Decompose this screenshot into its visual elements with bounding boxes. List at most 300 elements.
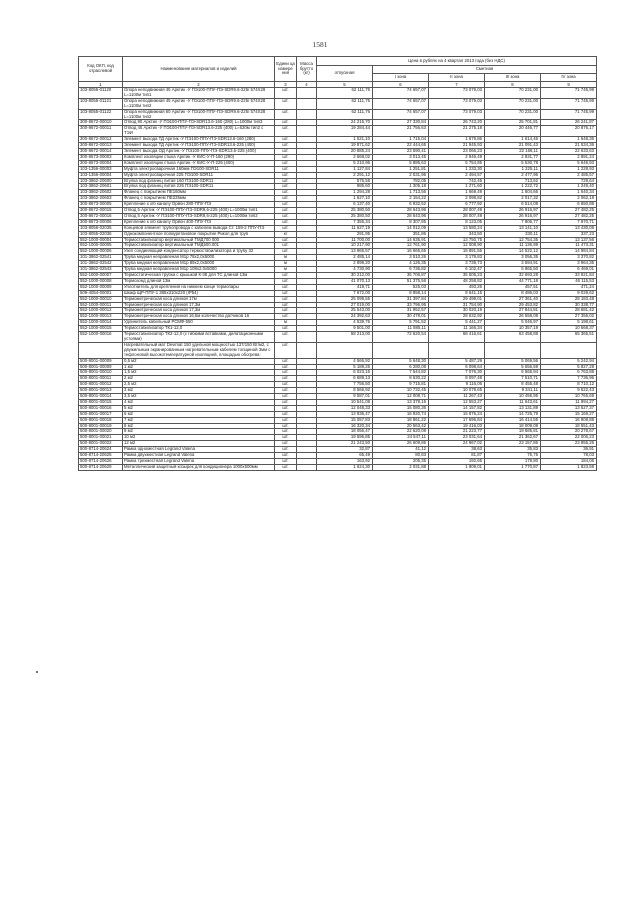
price-zone3: 26 558,08 [485,314,541,320]
col-price-header: Цена в рублях на 4 квартал 2013 года (без НДС) [317,57,597,66]
item-name: Труба медная неправленая М1р 78х2,0х5000 [123,255,275,261]
price-zone1: 6 736,82 [373,267,429,273]
item-name: Термометрическая коса длиной 16,5м количество датчиков 16 [123,314,275,320]
item-name: Термометрическая коса длиной 17,3м [123,302,275,308]
price-release: 985,60 [317,184,373,190]
item-name: Фланец с покрытием ПЕ225мм [123,196,275,202]
price-zone4: 28 681,42 [541,308,597,314]
price-release: 8 566,92 [317,388,373,394]
item-code: 500-8001-00013 [79,388,123,394]
item-name: Крепление к х/б каналу Орйон 400-ППУ-ПЭ [123,219,275,225]
price-zone3: 457,51 [485,284,541,290]
price-zone3: 19 685,81 [485,429,541,435]
price-zone1: 30 478,01 [373,314,429,320]
price-zone2: 1 679,86 [429,137,485,143]
price-zone1: 28 643,96 [373,213,429,219]
price-zone1: 351,86 [373,231,429,237]
item-unit: шт. [275,154,297,160]
price-zone2: 2 946,49 [429,154,485,160]
item-name: Узел соединяющий конденсатор термостабилизатора и трубу 32 [123,249,275,255]
price-zone1: 1 251,81 [373,166,429,172]
price-zone4: 1 823,58 [541,464,597,470]
price-zone4: 27 482,25 [541,213,597,219]
price-zone3: 10 357,19 [485,326,541,332]
price-zone2: 1 909,01 [429,464,485,470]
price-release: 30 212,00 [317,273,373,279]
price-release: 20 885,24 [317,148,373,154]
index-cell: 3 [275,82,297,88]
price-release: 32,87 [317,447,373,453]
price-zone4: 2 062,18 [541,196,597,202]
price-zone2: 15 891,55 [429,249,485,255]
item-name: 7 м2 [123,417,275,423]
price-zone4: 3 964,35 [541,261,597,267]
item-name: Опора неподвижная 45 Арктик -У ПЭ100-ППУ-ПЭ-SDR9.6-225/ 574Х28 L=1100м тип1 [123,88,275,99]
item-unit: шт. [275,196,297,202]
price-zone2: 192,65 [429,459,485,465]
price-release: 25 380,50 [317,208,373,214]
price-zone3: 1 222,72 [485,184,541,190]
price-zone1: 74 657,07 [373,98,429,109]
price-release: 24 215,70 [317,120,373,126]
price-release: 291,95 [317,231,373,237]
price-zone3: 70 231,00 [485,109,541,120]
price-release: 10 217,90 [317,243,373,249]
price-release: 58 213,00 [317,332,373,343]
price-zone3: 29 453,82 [485,302,541,308]
price-zone2: 23 031,64 [429,435,485,441]
index-cell: 9 [541,82,597,88]
price-zone4: 23 855,26 [541,441,597,447]
item-unit: шт. [275,382,297,388]
price-release: 27 019,00 [317,302,373,308]
price-zone3: 70 231,00 [485,88,541,99]
item-name: Комплект изоляции стыка Арктик -У КИС-У-П-160 (280) [123,154,275,160]
item-unit: шт. [275,148,297,154]
price-zone4: 3 370,82 [541,255,597,261]
scan-speck [36,671,38,673]
item-unit: шт. [275,109,297,120]
item-unit: шт. [275,190,297,196]
price-zone1 [373,342,429,358]
item-code: 500-8001-00012 [79,382,123,388]
item-unit: шт. [275,314,297,320]
col-code-header: Код ОКП, код отраслевой [79,57,123,82]
item-name: Термостабилизатор ТК2-12,0 (с гибкими вставками, дилатационными устоями) [123,332,275,343]
price-zone4: 6 650,88 [541,202,597,208]
item-code: 500-8714-20629 [79,464,123,470]
price-zone4: 26 241,87 [541,120,597,126]
item-name: Термозонд длиной 13м [123,278,275,284]
item-unit: шт. [275,126,297,137]
price-release: 24 392,63 [317,314,373,320]
price-zone2: 73 079,03 [429,109,485,120]
price-zone4: 729,64 [541,178,597,184]
price-zone1: 4 126,35 [373,261,429,267]
page-number: 1581 [312,40,328,49]
item-code: 552-1000-00015 [79,326,123,332]
zone4-header: IV зона [541,74,597,82]
price-zone4: 20 278,67 [541,429,597,435]
price-zone1: 27 330,84 [373,120,429,126]
item-code: 103-8056-02035 [79,225,123,231]
item-code: 500-8714-20626 [79,459,123,465]
item-unit: шт. [275,388,297,394]
price-zone4: 337,23 [541,231,597,237]
price-zone4: 2 485,57 [541,172,597,178]
price-zone4: 11 473,31 [541,243,597,249]
item-name: 9 м2 [123,429,275,435]
item-name: 2 м2 [123,376,275,382]
price-zone1: 14 012,09 [373,225,429,231]
table-row [79,109,597,120]
zone1-header: I зона [373,74,429,82]
price-release: 62 111,76 [317,88,373,99]
price-release: 1 627,10 [317,196,373,202]
price-zone3: 5 865,50 [485,267,541,273]
price-zone4: 27 482,25 [541,208,597,214]
price-zone3: 25 701,81 [485,120,541,126]
price-release: 62 111,76 [317,98,373,109]
item-unit: шт. [275,364,297,370]
price-zone1: 28 643,96 [373,208,429,214]
table-row [79,464,597,470]
item-code: 500-8001-00021 [79,435,123,441]
price-release: 7 355,34 [317,219,373,225]
price-zone3: 10 456,95 [485,394,541,400]
item-name: Шкаф ЩР-ППУ-1 385х310х220 (IP54) [123,290,275,296]
item-name: Концевой элемент трубопровода с кабелем вывода Ст. 159-2 ППУ-ПЭ [123,225,275,231]
col-mass-header: Масса брутто (кг) [297,57,317,82]
item-name: Комплект изоляции стыка Арктик -У КИС-У-П-225 (400) [123,160,275,166]
price-zone2: 14 157,82 [429,405,485,411]
price-zone4: 10 765,69 [541,394,597,400]
price-zone2: 6 098,64 [429,364,485,370]
price-zone1: 14 635,91 [373,237,429,243]
item-name: Труба медная неправленая М1р 89х2,0х5000 [123,261,275,267]
price-zone1: 18 861,22 [373,417,429,423]
price-release: 7 756,50 [317,382,373,388]
item-unit: м [275,261,297,267]
item-unit: шт. [275,453,297,459]
item-name: Муфта электросварочная 225 ПЭ100-SDR11 [123,172,275,178]
item-code: 300-8672-00013 [79,143,123,149]
item-code: 552-1000-00012 [79,308,123,314]
item-unit: шт. [275,459,297,465]
item-code: 300-8673-00004 [79,160,123,166]
price-release: 19 871,62 [317,143,373,149]
item-code: 300-8673-00005 [79,202,123,208]
item-code: 103-1356-00004 [79,172,123,178]
item-unit: шт. [275,243,297,249]
item-name: Элемент выхода ТД Арктик -У ПЭ100-ППУ-ПЭ-SDR13.6-225 (400) [123,143,275,149]
price-zone1: 12 761,90 [373,243,429,249]
item-code: 500-8001-00017 [79,411,123,417]
item-code: 300-8672-00015 [79,208,123,214]
price-zone1: 8 630,22 [373,376,429,382]
index-cell: 7 [429,82,485,88]
item-name: Термостабилизатор вертикальный ТМД700 000 [123,237,275,243]
price-release: 16 320,34 [317,423,373,429]
item-unit: шт. [275,219,297,225]
item-name: Металлический защитный козырек для кондиционера 1000х500мм [123,464,275,470]
price-zone1: 31 397,84 [373,296,429,302]
price-zone2 [429,342,485,358]
price-zone3: 2 477,96 [485,172,541,178]
item-unit: шт. [275,178,297,184]
price-zone3: 7 806,77 [485,219,541,225]
price-zone4: 13 430,08 [541,225,597,231]
item-code: 300-8672-00014 [79,148,123,154]
col-estimate-header: Сметная [373,66,597,74]
price-zone3: 178,80 [485,459,541,465]
price-zone4: 9 622,43 [541,388,597,394]
price-zone1: 10 732,45 [373,388,429,394]
price-zone1: 2 531,96 [373,172,429,178]
item-unit: шт. [275,278,297,284]
price-zone2: 13 750,75 [429,237,485,243]
price-zone1: 8 307,85 [373,219,429,225]
item-unit: шт. [275,202,297,208]
item-mass [297,464,317,470]
price-zone3: 5 046,97 [485,320,541,326]
item-mass [297,126,317,137]
price-zone4 [541,342,597,358]
price-release: 25 099,55 [317,296,373,302]
item-code: 500-8001-00019 [79,423,123,429]
price-release: 62 111,76 [317,109,373,120]
price-zone3: 21 362,67 [485,435,541,441]
price-release: 19 284,44 [317,126,373,137]
price-zone3: 27 844,81 [485,308,541,314]
item-name: Термометрическая коса длиной 17,3м [123,308,275,314]
price-release: 25 543,00 [317,308,373,314]
price-zone4: 14 984,84 [541,249,597,255]
item-unit: шт. [275,213,297,219]
item-name: 3 м2 [123,388,275,394]
item-name: 5 м2 [123,405,275,411]
item-unit: шт. [275,342,297,358]
item-name: Уплотнитель для крепления на нижнем конце термопары [123,284,275,290]
price-zone1: 24 547,11 [373,435,429,441]
price-zone3: 14 725,79 [485,411,541,417]
item-unit: кг [275,231,297,237]
price-zone2: 10 079,65 [429,388,485,394]
item-name: Отвод 5 Арктик -У ПЭ100-ППУ-ПЭ-SDR9,6-225 (400) L=1000м тип2 [123,213,275,219]
item-name: Фланец с покрытием ПЕ160мм [123,190,275,196]
price-zone4: 28 183,48 [541,296,597,302]
price-zone4: 71 745,99 [541,98,597,109]
price-zone2: 11 267,43 [429,394,485,400]
price-release: 163,92 [317,459,373,465]
price-release: 2 291,12 [317,172,373,178]
price-zone3: 13 141,10 [485,225,541,231]
index-cell: 2 [123,82,275,88]
item-unit: шт. [275,225,297,231]
price-zone2: 28 007,49 [429,213,485,219]
item-code: 552-1000-00004 [79,237,123,243]
item-name: 6 м2 [123,411,275,417]
item-unit: шт. [275,447,297,453]
item-unit: шт. [275,302,297,308]
price-release: 18 056,47 [317,429,373,435]
item-unit: шт. [275,411,297,417]
price-zone2: 35 505,23 [429,273,485,279]
col-name-header: Наименование материалов и изделий [123,57,275,82]
price-zone3: 16 414,55 [485,417,541,423]
price-zone2: 9 116,06 [429,382,485,388]
item-code: 552-1000-00008 [79,278,123,284]
index-cell: 8 [485,82,541,88]
price-zone3: 63 458,88 [485,332,541,343]
price-zone3: 6 514,08 [485,202,541,208]
price-zone3: 21 091,43 [485,143,541,149]
price-zone4: 10 668,37 [541,326,597,332]
price-zone4: 16 908,88 [541,417,597,423]
item-name: Термостатическая трубка с крышкой К-38 для ТС длиной 13м [123,273,275,279]
price-zone4: 13 137,56 [541,237,597,243]
price-zone4: 1 640,34 [541,190,597,196]
price-zone2: 24 967,02 [429,441,485,447]
item-code: 101-3862-02543 [79,267,123,273]
price-zone3: 75,75 [485,453,541,459]
item-name: Термометрическая коса длиной 17м [123,296,275,302]
price-zone3: 13 131,89 [485,405,541,411]
item-code: 300-8673-00006 [79,219,123,225]
price-zone3: 11 136,99 [485,243,541,249]
item-code: 552-1000-00013 [79,314,123,320]
price-zone3: 23 157,86 [485,441,541,447]
item-code: 500-8001-00010 [79,370,123,376]
item-name: Труба медная неправленая М1р 108х2,0х5000 [123,267,275,273]
zone2-header: II зона [429,74,485,82]
item-code: 500-8001-00009 [79,364,123,370]
price-release: 10 541,08 [317,399,373,405]
price-release: 575,58 [317,178,373,184]
price-zone1: 15 080,36 [373,405,429,411]
price-zone1: 3 013,45 [373,154,429,160]
price-zone2: 28 007,49 [429,208,485,214]
price-zone2: 3 179,83 [429,255,485,261]
price-zone3: 7 510,71 [485,376,541,382]
price-zone3: 713,62 [485,178,541,184]
item-name: Втулка под фланец литая 160 ПЭ100-SDR11 [123,178,275,184]
price-zone2: 1 669,49 [429,190,485,196]
item-unit: шт. [275,284,297,290]
price-zone4: 5 827,28 [541,364,597,370]
price-zone2: 15 876,24 [429,411,485,417]
item-unit: шт. [275,394,297,400]
price-zone3: 6 565,94 [485,370,541,376]
item-name: Рамка двухместная Legrand Valena [123,453,275,459]
price-zone1: 74 657,07 [373,88,429,99]
price-zone4: 1 249,40 [541,184,597,190]
item-unit: шт. [275,370,297,376]
price-zone4: 27 356,02 [541,314,597,320]
item-unit: шт. [275,332,297,343]
item-name: Рамка одноместная Legrand Valena [123,447,275,453]
price-zone2: 343,50 [429,231,485,237]
item-unit: шт. [275,441,297,447]
price-release: 2 899,20 [317,261,373,267]
item-code: 103-3862-20603 [79,196,123,202]
item-code: 552-1000-00006 [79,249,123,255]
price-release: 1 521,10 [317,137,373,143]
item-code: 552-1000-00014 [79,320,123,326]
price-release: 65,49 [317,453,373,459]
price-zone1: 525,03 [373,284,429,290]
price-zone2: 73 079,03 [429,98,485,109]
table-row [79,126,597,137]
price-zone3: 32 693,28 [485,273,541,279]
table-body [79,82,597,471]
item-code [79,342,123,358]
item-unit: шт. [275,184,297,190]
price-zone3: 20 446,77 [485,126,541,137]
item-name: Крепление к х/б каналу Орйон 280-ППУ-ПЭ [123,202,275,208]
price-release: 9 501,00 [317,326,373,332]
item-unit: шт. [275,405,297,411]
item-name: Рамка трехместная Legrand Valena [123,459,275,465]
price-zone4: 2 891,24 [541,154,597,160]
price-zone4: 6 763,88 [541,370,597,376]
price-zone1: 74 657,07 [373,109,429,120]
price-release: 419,71 [317,284,373,290]
price-zone4: 7 970,71 [541,219,597,225]
item-unit: шт. [275,417,297,423]
price-zone2: 8 097,48 [429,376,485,382]
item-name: 4 м2 [123,399,275,405]
price-zone1: 22 620,08 [373,429,429,435]
price-zone1: 205,35 [373,459,429,465]
price-zone4: 7 736,96 [541,376,597,382]
price-release: 4 539,76 [317,320,373,326]
price-release: 21 243,50 [317,441,373,447]
price-zone4: 18 551,43 [541,423,597,429]
item-unit: м [275,320,297,326]
item-unit: шт. [275,423,297,429]
price-zone2: 30 020,19 [429,308,485,314]
price-zone2: 28 632,92 [429,314,485,320]
item-code: 552-1000-00016 [79,332,123,343]
item-code: 500-8001-00015 [79,399,123,405]
item-code: 500-8714-20624 [79,447,123,453]
item-code: 500-8001-00020 [79,429,123,435]
item-unit: шт. [275,273,297,279]
item-name: 2,5 м2 [123,382,275,388]
price-zone4: 21 534,36 [541,143,597,149]
price-zone1: 5 791,52 [373,320,429,326]
item-unit: шт. [275,429,297,435]
price-zone1: 9 715,81 [373,382,429,388]
price-zone1: 1 715,04 [373,137,429,143]
price-release: 19 596,85 [317,435,373,441]
price-release [317,342,373,358]
item-code: 300-8672-00011 [79,126,123,137]
price-zone2: 48 258,82 [429,278,485,284]
item-code: 500-8001-00022 [79,441,123,447]
price-zone1: 13 379,15 [373,399,429,405]
price-release: 11 627,19 [317,225,373,231]
item-code: 300-8672-00010 [79,120,123,126]
index-cell: 1 [79,82,123,88]
price-zone2: 8 123,05 [429,219,485,225]
price-zone1: 6 280,08 [373,364,429,370]
item-name: Втулка под фланец литая 225 ПЭ100-SDR11 [123,184,275,190]
price-zone3: 9 341,11 [485,388,541,394]
price-zone1: 51 375,56 [373,278,429,284]
price-zone2: 68 416,61 [429,332,485,343]
